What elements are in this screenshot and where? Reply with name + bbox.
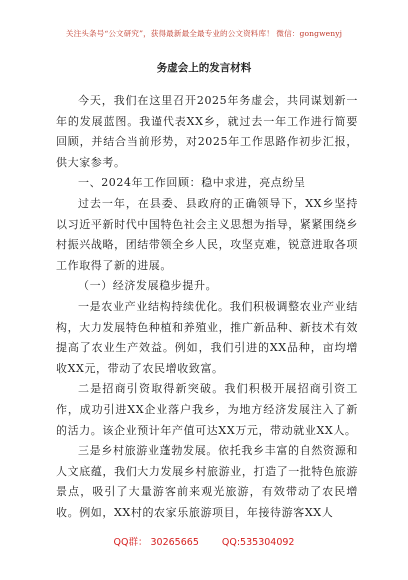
document-body bbox=[56, 91, 358, 523]
paragraph-intro: 今天，我们在这里召开2025年务虚会，共同谋划新一年的发展蓝图。我谨代表XX乡，就过去一年工作进行简要回顾，并结合当前形势，对2025年工作思路作初步汇报，供大家参考。 bbox=[56, 94, 358, 169]
header-banner: 关注头条号“公文研究”，获得最新最全最专业的公文资料库！ 微信：gongwenyj bbox=[65, 29, 343, 38]
paragraph-agriculture: 一是农业产业结构持续优化。我们积极调整农业产业结构，大力发展特色种植和养殖业，推广新品种、新技术有效提高了农业生产效益。例如，我们引进的XX品种，亩均增收XX元，带动了农民增收致富。 bbox=[56, 299, 358, 375]
footer-contact bbox=[0, 534, 408, 548]
paragraph-tourism: 三是乡村旅游业蓬勃发展。依托我乡丰富的自然资源和人文底蕴，我们大力发展乡村旅游业，打造了一批特色旅游景点，吸引了大量游客前来观光旅游，有效带动了农民增收。例如，XX村的农家乐旅游项目，年接待游客XX人 bbox=[56, 444, 358, 519]
paragraph-investment: 二是招商引资取得新突破。我们积极开展招商引资工作，成功引进XX企业落户我乡，为地方经济发展注入了新的活力。该企业预计年产值可达XX万元，带动就业XX人。 bbox=[56, 382, 358, 437]
footer-qq-group: QQ群： 30265665 bbox=[113, 537, 199, 548]
subsection-heading: （一）经济发展稳步提升。 bbox=[78, 279, 218, 293]
document-title: 务虚会上的发言材料 bbox=[156, 62, 252, 74]
paragraph-review: 过去一年，在县委、县政府的正确领导下，XX乡坚持以习近平新时代中国特色社会主义思想为指导，紧紧围绕乡村振兴战略，团结带领全乡人民，攻坚克难，锐意进取各项工作取得了新的进展。 bbox=[56, 196, 358, 272]
section-heading: 一、2024年工作回顾：稳中求进，亮点纷呈 bbox=[78, 176, 306, 190]
footer-qq-number: QQ:535304092 bbox=[221, 537, 295, 548]
